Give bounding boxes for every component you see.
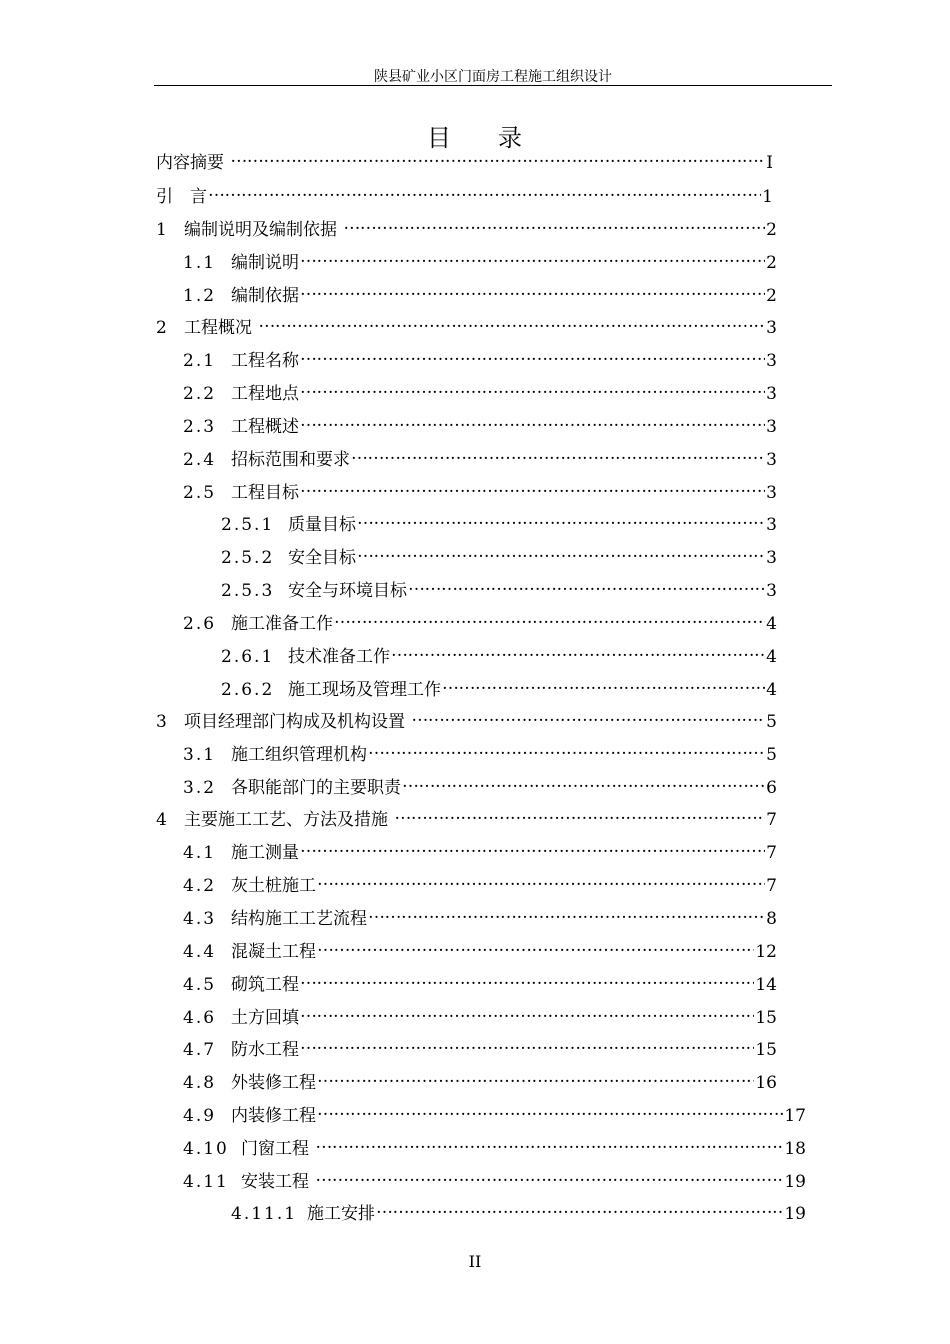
toc-entry-label: 施工安排 — [307, 1204, 375, 1224]
toc-entry-label: 引 言 — [156, 187, 207, 207]
toc-entry-page: 19 — [784, 1204, 806, 1224]
toc-entry-page: 5 — [766, 712, 777, 732]
toc-entry[interactable] — [221, 508, 777, 535]
toc-entry-page: 6 — [766, 778, 777, 798]
header-rule — [154, 85, 832, 86]
toc-entry-number: 2 — [156, 318, 169, 338]
toc-entry-number: 2.6 — [183, 614, 217, 634]
toc-entry-page: 19 — [784, 1172, 806, 1192]
toc-leader-dots — [300, 246, 765, 268]
toc-entry[interactable] — [183, 410, 777, 437]
toc-entry[interactable] — [156, 180, 773, 207]
toc-entry-number: 2.5.3 — [221, 581, 275, 601]
toc-entry-page: 2 — [766, 220, 777, 240]
toc-entry-label: 项目经理部门构成及机构设置 — [184, 712, 411, 732]
toc-title-right: 录 — [498, 124, 523, 152]
toc-entry-page: 4 — [766, 614, 777, 634]
toc-entry-number: 4.4 — [183, 942, 217, 962]
toc-entry-label: 施工测量 — [231, 843, 299, 863]
toc-entry-number: 4.5 — [183, 975, 217, 995]
toc-entry-number: 2.5.2 — [221, 548, 275, 568]
toc-entry[interactable] — [183, 771, 777, 798]
toc-entry-page: 15 — [755, 1040, 777, 1060]
toc-entry-page: 3 — [766, 318, 777, 338]
toc-entry-number: 4.9 — [183, 1106, 217, 1126]
toc-entry-label: 技术准备工作 — [288, 647, 390, 667]
toc-entry-page: 2 — [766, 286, 777, 306]
toc-entry[interactable] — [221, 541, 777, 568]
toc-entry[interactable] — [156, 803, 777, 830]
toc-entry[interactable] — [183, 1066, 777, 1093]
toc-entry-number: 4.10 — [183, 1139, 229, 1159]
toc-leader-dots — [300, 1001, 754, 1023]
toc-entry-number: 1.2 — [183, 286, 217, 306]
toc-leader-dots — [376, 1197, 783, 1219]
toc-entry-number: 4.11.1 — [231, 1204, 298, 1224]
toc-entry-page: I — [766, 153, 773, 173]
toc-entry-number: 2.4 — [183, 450, 217, 470]
toc-entry[interactable] — [183, 344, 777, 371]
toc-entry-number: 1 — [156, 220, 169, 240]
toc-entry-page: 4 — [766, 647, 777, 667]
toc-entry[interactable] — [183, 738, 777, 765]
toc-leader-dots — [300, 279, 765, 301]
toc-leader-dots — [317, 935, 754, 957]
toc-entry[interactable] — [183, 377, 777, 404]
toc-leader-dots — [343, 213, 765, 235]
toc-entry-number: 2.5 — [183, 483, 217, 503]
toc-entry-label: 门窗工程 — [241, 1139, 315, 1159]
toc-entry-page: 17 — [784, 1106, 806, 1126]
toc-entry[interactable] — [183, 935, 777, 962]
toc-entry-page: 3 — [766, 450, 777, 470]
toc-entry-page: 3 — [766, 548, 777, 568]
toc-entry[interactable] — [183, 1001, 777, 1028]
toc-entry-label: 内容摘要 — [156, 153, 230, 173]
toc-entry-page: 7 — [766, 876, 777, 896]
toc-entry-number: 2.5.1 — [221, 515, 275, 535]
toc-leader-dots — [351, 443, 765, 465]
toc-entry[interactable] — [183, 476, 777, 503]
toc-entry[interactable] — [183, 1132, 806, 1159]
toc-entry-label: 工程目标 — [231, 483, 299, 503]
toc-entry-page: 1 — [762, 187, 773, 207]
toc-title-left: 目 — [427, 124, 452, 152]
toc-leader-dots — [368, 902, 765, 924]
toc-entry-page: 16 — [755, 1073, 777, 1093]
toc-leader-dots — [300, 968, 754, 990]
toc-entry-number: 2.6.1 — [221, 647, 275, 667]
toc-leader-dots — [334, 607, 765, 629]
toc-entry-label: 安全与环境目标 — [288, 581, 407, 601]
toc-entry-label: 主要施工工艺、方法及措施 — [184, 810, 394, 830]
toc-entry-page: 7 — [766, 843, 777, 863]
toc-entry-label: 各职能部门的主要职责 — [231, 778, 401, 798]
toc-leader-dots — [442, 673, 765, 695]
toc-leader-dots — [300, 377, 765, 399]
toc-entry-number: 4.1 — [183, 843, 217, 863]
toc-entry-page: 3 — [766, 417, 777, 437]
toc-entry[interactable] — [183, 836, 777, 863]
toc-entry-label: 工程名称 — [231, 351, 299, 371]
toc-entry[interactable] — [183, 443, 777, 470]
toc-leader-dots — [411, 705, 765, 727]
toc-entry[interactable] — [156, 146, 773, 173]
toc-entry-label: 外装修工程 — [231, 1073, 316, 1093]
toc-entry-page: 14 — [755, 975, 777, 995]
toc-leader-dots — [317, 869, 765, 891]
toc-entry-number: 4.7 — [183, 1040, 217, 1060]
toc-entry-label: 施工现场及管理工作 — [288, 680, 441, 700]
toc-entry-number: 4.8 — [183, 1073, 217, 1093]
toc-entry-label: 灰土桩施工 — [231, 876, 316, 896]
toc-entry-label: 编制依据 — [231, 286, 299, 306]
toc-entry-number: 4.6 — [183, 1008, 217, 1028]
toc-entry[interactable] — [183, 968, 777, 995]
toc-entry[interactable] — [183, 607, 777, 634]
toc-entry-number: 2.1 — [183, 351, 217, 371]
toc-entry-number: 4.11 — [183, 1172, 229, 1192]
page-number: II — [468, 1252, 482, 1271]
toc-leader-dots — [394, 803, 765, 825]
toc-entry-label: 安装工程 — [241, 1172, 315, 1192]
toc-entry-number: 1.1 — [183, 253, 217, 273]
toc-leader-dots — [300, 1033, 754, 1055]
toc-entry-label: 结构施工工艺流程 — [231, 909, 367, 929]
toc-entry-number: 4.3 — [183, 909, 217, 929]
toc-entry-label: 施工组织管理机构 — [231, 745, 367, 765]
toc-entry-label: 工程概况 — [184, 318, 258, 338]
toc-entry[interactable] — [183, 902, 777, 929]
toc-entry-label: 安全目标 — [288, 548, 356, 568]
toc-entry-number: 2.6.2 — [221, 680, 275, 700]
toc-entry-page: 7 — [766, 810, 777, 830]
toc-entry-page: 3 — [766, 351, 777, 371]
toc-leader-dots — [317, 1099, 783, 1121]
toc-entry[interactable] — [156, 311, 777, 338]
toc-entry-label: 砌筑工程 — [231, 975, 299, 995]
toc-leader-dots — [317, 1066, 754, 1088]
toc-entry-number: 3 — [156, 712, 169, 732]
toc-leader-dots — [402, 771, 765, 793]
toc-entry[interactable] — [183, 1099, 806, 1126]
toc-entry[interactable] — [183, 1033, 777, 1060]
toc-entry-number: 3.1 — [183, 745, 217, 765]
toc-entry-label: 工程地点 — [231, 384, 299, 404]
toc-entry[interactable] — [221, 673, 777, 700]
toc-entry-page: 3 — [766, 384, 777, 404]
toc-leader-dots — [300, 476, 765, 498]
toc-entry-label: 招标范围和要求 — [231, 450, 350, 470]
toc-entry-label: 工程概述 — [231, 417, 299, 437]
toc-entry-label: 质量目标 — [288, 515, 356, 535]
toc-entry[interactable] — [183, 869, 777, 896]
toc-entry[interactable] — [231, 1197, 806, 1224]
toc-entry-page: 18 — [784, 1139, 806, 1159]
toc-entry-number: 2.3 — [183, 417, 217, 437]
toc-entry-label: 内装修工程 — [231, 1106, 316, 1126]
toc-entry-page: 8 — [766, 909, 777, 929]
toc-entry[interactable] — [221, 574, 777, 601]
toc-entry-label: 施工准备工作 — [231, 614, 333, 634]
toc-entry-page: 15 — [755, 1008, 777, 1028]
toc-entry-number: 4 — [156, 810, 169, 830]
toc-entry-page: 3 — [766, 515, 777, 535]
toc-leader-dots — [368, 738, 765, 760]
toc-leader-dots — [300, 836, 765, 858]
toc-leader-dots — [315, 1132, 783, 1154]
toc-entry-number: 3.2 — [183, 778, 217, 798]
toc-leader-dots — [315, 1165, 783, 1187]
toc-entry[interactable] — [183, 1165, 806, 1192]
toc-entry[interactable] — [183, 279, 777, 306]
toc-entry-label: 土方回填 — [231, 1008, 299, 1028]
toc-entry-label: 防水工程 — [231, 1040, 299, 1060]
toc-leader-dots — [258, 311, 765, 333]
toc-entry-number: 4.2 — [183, 876, 217, 896]
toc-leader-dots — [391, 640, 765, 662]
toc-leader-dots — [300, 344, 765, 366]
toc-entry-label: 混凝土工程 — [231, 942, 316, 962]
toc-entry[interactable] — [156, 213, 777, 240]
toc-leader-dots — [408, 574, 765, 596]
toc-entry[interactable] — [221, 640, 777, 667]
toc-leader-dots — [230, 146, 765, 168]
toc-entry[interactable] — [156, 705, 777, 732]
toc-leader-dots — [300, 410, 765, 432]
toc-entry-page: 12 — [755, 942, 777, 962]
toc-entry[interactable] — [183, 246, 777, 273]
toc-entry-page: 3 — [766, 483, 777, 503]
toc-entry-number: 2.2 — [183, 384, 217, 404]
toc-entry-label: 编制说明及编制依据 — [184, 220, 343, 240]
toc-entry-page: 4 — [766, 680, 777, 700]
toc-entry-page: 5 — [766, 745, 777, 765]
toc-leader-dots — [357, 541, 765, 563]
toc-leader-dots — [357, 508, 765, 530]
toc-entry-page: 2 — [766, 253, 777, 273]
toc-entry-page: 3 — [766, 581, 777, 601]
toc-leader-dots — [208, 180, 761, 202]
toc-entry-label: 编制说明 — [231, 253, 299, 273]
running-header: 陕县矿业小区门面房工程施工组织设计 — [374, 69, 612, 85]
